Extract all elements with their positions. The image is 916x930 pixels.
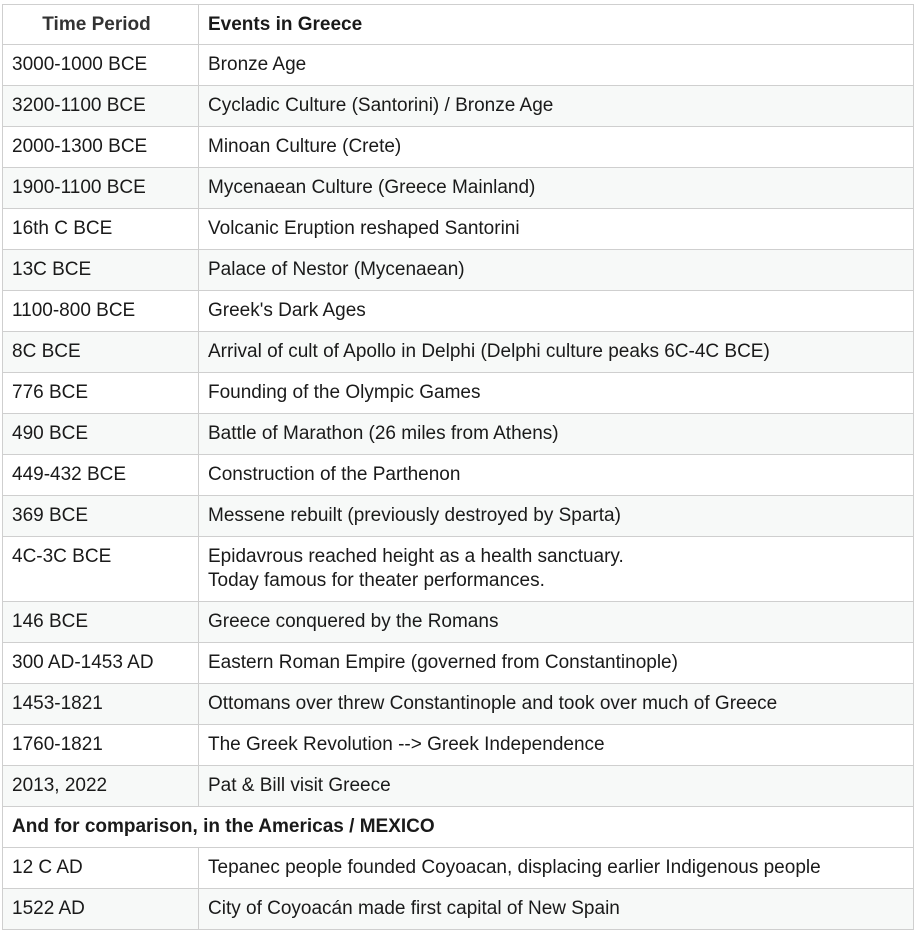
table-row xyxy=(3,332,914,373)
event-text: Arrival of cult of Apollo in Delphi (Delphi culture peaks 6C-4C BCE) xyxy=(208,341,770,362)
table-row xyxy=(3,455,914,496)
table-row xyxy=(3,602,914,643)
event-cell xyxy=(199,496,914,537)
event-text: Greek's Dark Ages xyxy=(208,300,366,321)
event-text: Palace of Nestor (Mycenaean) xyxy=(208,259,465,280)
event-cell xyxy=(199,537,914,602)
event-text: Pat & Bill visit Greece xyxy=(208,775,391,796)
event-cell xyxy=(199,766,914,807)
event-cell xyxy=(199,250,914,291)
event-text: Today famous for theater performances. xyxy=(208,570,545,591)
event-cell xyxy=(199,602,914,643)
time-period-cell: 490 BCE xyxy=(3,414,199,455)
event-cell xyxy=(199,889,914,930)
event-text: Bronze Age xyxy=(208,54,307,75)
event-cell xyxy=(199,291,914,332)
event-cell xyxy=(199,725,914,766)
table-row xyxy=(3,537,914,602)
event-text: Construction of the Parthenon xyxy=(208,464,461,485)
time-period-cell: 2000-1300 BCE xyxy=(3,127,199,168)
time-period-cell: 300 AD-1453 AD xyxy=(3,643,199,684)
event-cell xyxy=(199,414,914,455)
table-row xyxy=(3,414,914,455)
event-cell xyxy=(199,209,914,250)
table-row xyxy=(3,250,914,291)
event-text: Eastern Roman Empire (governed from Constantinople) xyxy=(208,652,678,673)
time-period-cell: 449-432 BCE xyxy=(3,455,199,496)
timeline-table xyxy=(2,4,914,930)
event-text: Epidavrous reached height as a health sanctuary. xyxy=(208,546,624,567)
time-period-cell: 2013, 2022 xyxy=(3,766,199,807)
event-text: Greece conquered by the Romans xyxy=(208,611,499,632)
event-text: Cycladic Culture (Santorini) / Bronze Age xyxy=(208,95,554,116)
column-header-time-period: Time Period xyxy=(3,5,199,45)
time-period-cell: 16th C BCE xyxy=(3,209,199,250)
table-row xyxy=(3,684,914,725)
time-period-cell: 1453-1821 xyxy=(3,684,199,725)
event-text: Messene rebuilt (previously destroyed by Sparta) xyxy=(208,505,621,526)
table-row xyxy=(3,766,914,807)
section-heading: And for comparison, in the Americas / MEXICO xyxy=(3,807,914,848)
time-period-cell: 1522 AD xyxy=(3,889,199,930)
table-row xyxy=(3,291,914,332)
time-period-cell: 13C BCE xyxy=(3,250,199,291)
section-heading-row xyxy=(3,807,914,848)
table-row xyxy=(3,725,914,766)
event-cell xyxy=(199,86,914,127)
time-period-cell: 4C-3C BCE xyxy=(3,537,199,602)
event-cell xyxy=(199,643,914,684)
time-period-cell: 1760-1821 xyxy=(3,725,199,766)
time-period-cell: 3200-1100 BCE xyxy=(3,86,199,127)
event-cell xyxy=(199,848,914,889)
event-text: Founding of the Olympic Games xyxy=(208,382,481,403)
event-cell xyxy=(199,127,914,168)
table-row xyxy=(3,643,914,684)
americas-rows xyxy=(3,848,914,930)
time-period-cell: 146 BCE xyxy=(3,602,199,643)
table-header-row xyxy=(3,5,914,45)
event-cell xyxy=(199,332,914,373)
time-period-cell: 3000-1000 BCE xyxy=(3,45,199,86)
event-cell xyxy=(199,373,914,414)
americas-section xyxy=(3,807,914,848)
event-text: Minoan Culture (Crete) xyxy=(208,136,402,157)
event-text: The Greek Revolution --> Greek Independence xyxy=(208,734,605,755)
time-period-cell: 776 BCE xyxy=(3,373,199,414)
timeline-table-container xyxy=(2,4,913,930)
column-header-events: Events in Greece xyxy=(199,5,914,45)
time-period-cell: 8C BCE xyxy=(3,332,199,373)
time-period-cell: 12 C AD xyxy=(3,848,199,889)
event-cell xyxy=(199,684,914,725)
event-text: City of Coyoacán made first capital of New Spain xyxy=(208,898,620,919)
table-row xyxy=(3,889,914,930)
table-row xyxy=(3,848,914,889)
event-text: Volcanic Eruption reshaped Santorini xyxy=(208,218,520,239)
time-period-cell: 369 BCE xyxy=(3,496,199,537)
event-cell xyxy=(199,455,914,496)
table-row xyxy=(3,168,914,209)
table-row xyxy=(3,209,914,250)
event-cell xyxy=(199,168,914,209)
table-row xyxy=(3,86,914,127)
event-text: Mycenaean Culture (Greece Mainland) xyxy=(208,177,536,198)
table-row xyxy=(3,496,914,537)
time-period-cell: 1100-800 BCE xyxy=(3,291,199,332)
greece-rows xyxy=(3,45,914,807)
time-period-cell: 1900-1100 BCE xyxy=(3,168,199,209)
event-cell xyxy=(199,45,914,86)
table-row xyxy=(3,127,914,168)
table-row xyxy=(3,373,914,414)
event-text: Ottomans over threw Constantinople and took over much of Greece xyxy=(208,693,778,714)
event-text: Battle of Marathon (26 miles from Athens) xyxy=(208,423,559,444)
event-text: Tepanec people founded Coyoacan, displacing earlier Indigenous people xyxy=(208,857,821,878)
table-row xyxy=(3,45,914,86)
